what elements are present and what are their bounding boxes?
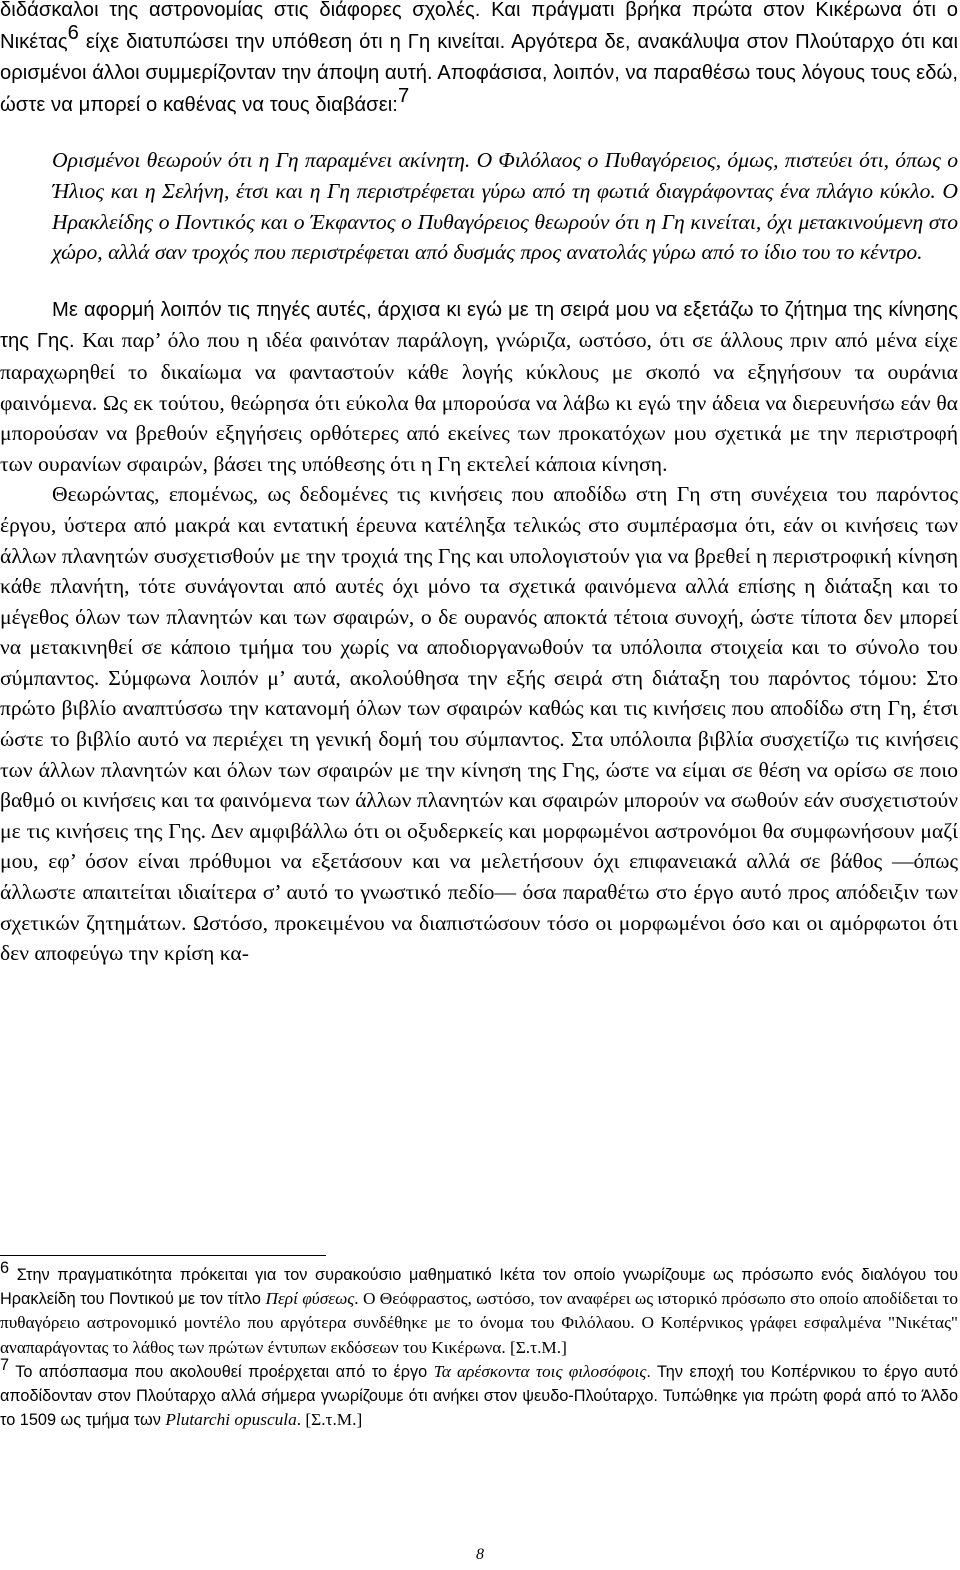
footnote-6-text-a: Στην πραγματικότητα πρόκειται για τον συρακούσιο μαθηματικό Ικέτα τον οποίο γνωρίζουμε ως πρόσωπο ενός διαλόγου του Ηρακλείδη του Ποντικού με τον τίτλο bbox=[0, 1266, 958, 1309]
footnote-separator bbox=[0, 1255, 326, 1256]
page-number: 8 bbox=[476, 1546, 484, 1563]
footnote-7-title: Τα αρέσκοντα τοις φιλοσόφοις bbox=[433, 1361, 647, 1381]
footnote-7 bbox=[0, 1355, 958, 1433]
footnote-6-reference[interactable]: 6 bbox=[67, 21, 79, 44]
paragraph-3: Θεωρώντας, επομένως, ως δεδομένες τις κινήσεις που αποδίδω στη Γη στη συνέχεια του παρόντος έργου, ύστερα από μακρά και εντατική έρευνα κατέληξα τελικώς στο συμπέρασμα ότι, εάν οι κινήσεις των άλλων πλανητών συσχετισθούν με την τροχιά της Γης και υπολογιστούν για να βρεθεί η περιστροφική κίνηση κάθε πλανήτη, τότε συνάγονται από αυτές όχι μόνο τα σχετικά φαινόμενα αλλά επίσης η διάταξη και το μέγεθος όλων των πλανητών και των σφαιρών, ο δε ουρανός αποκτά τέτοια συνοχή, ώστε τίποτα δεν μπορεί να μετακινηθεί σε κάποιο τμήμα του χωρίς να αποδιοργανωθούν τα υπόλοιπα στοιχεία και το σύνολο του σύμπαντος. Σύμφωνα λοιπόν μ’ αυτά, ακολούθησα την εξής σειρά στη διάταξη του παρόντος τόμου: Στο πρώτο βιβλίο αναπτύσσω την κατανομή όλων των σφαιρών καθώς και τις κινήσεις που αποδίδω στη Γη, έτσι ώστε το βιβλίο αυτό να περιέχει τη γενική δομή του σύμπαντος. Στα υπόλοιπα βιβλία συσχετίζω τις κινήσεις των άλλων πλανητών και όλων των σφαιρών με την κίνηση της Γης, ώστε να είμαι σε θέση να ορίσω σε ποιο βαθμό οι κινήσεις και τα φαινόμενα των άλλων πλανητών και σφαιρών μπορούν να σωθούν εάν συσχετιστούν με τις κινήσεις της Γης. Δεν αμφιβάλλω ότι οι οξυδερκείς και μορφωμένοι αστρονόμοι θα συμφωνήσουν μαζί μου, εφ’ όσον είναι πρόθυμοι να εξετάσουν και να μελετήσουν όχι επιφανειακά αλλά σε βάθος —όπως άλλωστε απαιτείται ιδιαίτερα σ’ αυτό το γνωστικό πεδίο— όσα παραθέτω στο έργο αυτό προς απόδειξιν των σχετικών ζητημάτων. Ωστόσο, προκειμένου να διαπιστώσουν τόσο οι μορφωμένοι όσο και οι αμόρφωτοι ότι δεν αποφεύγω την κρίση κα- bbox=[0, 482, 958, 966]
footnote-6 bbox=[0, 1259, 959, 1360]
footnote-7-reference[interactable]: 7 bbox=[397, 84, 410, 107]
paragraph-2-text-b: Και παρ’ όλο που η ιδέα φαινόταν παράλογη, γνώριζα, ωστόσο, ότι σε άλλους πριν από μένα είχε παραχωρηθεί το δικαίωμα να φανταστούν κάθε λογής κύκλους με σκοπό να εξηγήσουν τα ουράνια φαινόμενα. Ως εκ τούτου, θεώρησα ότι εύκολα θα μπορούσα να λάβω κι εγώ την άδεια να διερευνήσω εάν θα μπορούσαν να βρεθούν εξηγήσεις ορθότερες από εκείνες των προκατόχων μου σχετικά με την περιστροφή των ουρανίων σφαιρών, βάσει της υπόθεσης ότι η Γη εκτελεί κάποια κίνηση. bbox=[0, 328, 959, 476]
footnote-6-title: Περί φύσεως bbox=[265, 1289, 355, 1309]
paragraph-intro-text-b: είχε διατυπώσει την υπόθεση ότι η Γη κινείται. Αργότερα δε, ανακάλυψα στον Πλούταρχο ότι και ορισμένοι άλλοι συμμερίζονταν την άποψη αυτή. Αποφάσισα, λοιπόν, να παραθέσω τους λόγους τους εδώ, ώστε να μπορεί ο καθένας να τους διαβάσει: bbox=[0, 30, 958, 116]
footnote-6-mark: 6 bbox=[0, 1259, 10, 1277]
paragraph-intro-text-a: διδάσκαλοι της αστρονομίας στις διάφορες σχολές. Και πράγματι βρήκα πρώτα στον Κικέρωνα ότι ο Νικέτας bbox=[0, 0, 958, 53]
footnotes bbox=[0, 1259, 959, 1432]
footnote-6-text-b: . Ο Θεόφραστος, ωστόσο, τον αναφέρει ως ιστορικό πρόσωπο στο οποίο αποδίδεται το πυθαγόρειο αστρονομικό μοντέλο που αργότερα συνδέθηκε με το όνομα του Φιλόλαου. Ο Κοπέρνικος γράφει εσφαλμένα "Νικέτας" αναπαράγοντας το λάθος των πρώτων έντυπων εκδόσεων του Κικέρωνα. [Σ.τ.Μ.] bbox=[0, 1289, 959, 1357]
paragraph-2 bbox=[0, 294, 958, 480]
footnote-7-text-b: . Την εποχή του Κοπέρνικου το έργο αυτό αποδίδονταν στον Πλούταρχο αλλά σήμερα γνωρίζουμε ότι ανήκει στον ψευδο-Πλούταρχο. Τυπώθηκε για πρώτη φορά από το Άλδο το 1509 ως τμήμα των bbox=[0, 1362, 958, 1430]
footnote-7-text-a: Το απόσπασμα που ακολουθεί προέρχεται από το έργο bbox=[9, 1362, 434, 1381]
footnote-7-mark: 7 bbox=[0, 1355, 10, 1374]
block-quote: Ορισμένοι θεωρούν ότι η Γη παραμένει ακίνητη. Ο Φιλόλαος ο Πυθαγόρειος, όμως, πιστεύει ότι, όπως ο Ήλιος και η Σελήνη, έτσι και η Γη περιστρέφεται γύρω από τη φωτιά διαγράφοντας ένα πλάγιο κύκλο. Ο Ηρακλείδης ο Ποντικός και ο Έκφαντος ο Πυθαγόρειος θεωρούν ότι η Γη κινείται, όχι μετακινούμενη στο χώρο, αλλά σαν τροχός που περιστρέφεται από δυσμάς προς ανατολάς γύρω από το ίδιο του το κέντρο. bbox=[52, 148, 958, 265]
footnote-7-text-c: . [Σ.τ.Μ.] bbox=[296, 1410, 363, 1430]
paragraph-2-text-a: Με αφορμή λοιπόν τις πηγές αυτές, άρχισα κι εγώ με τη σειρά μου να εξετάζω το ζήτημα της κίνησης της Γης. bbox=[0, 298, 958, 353]
paragraph-intro bbox=[0, 0, 958, 120]
footnote-7-title-2: Plutarchi opuscula bbox=[165, 1410, 297, 1430]
